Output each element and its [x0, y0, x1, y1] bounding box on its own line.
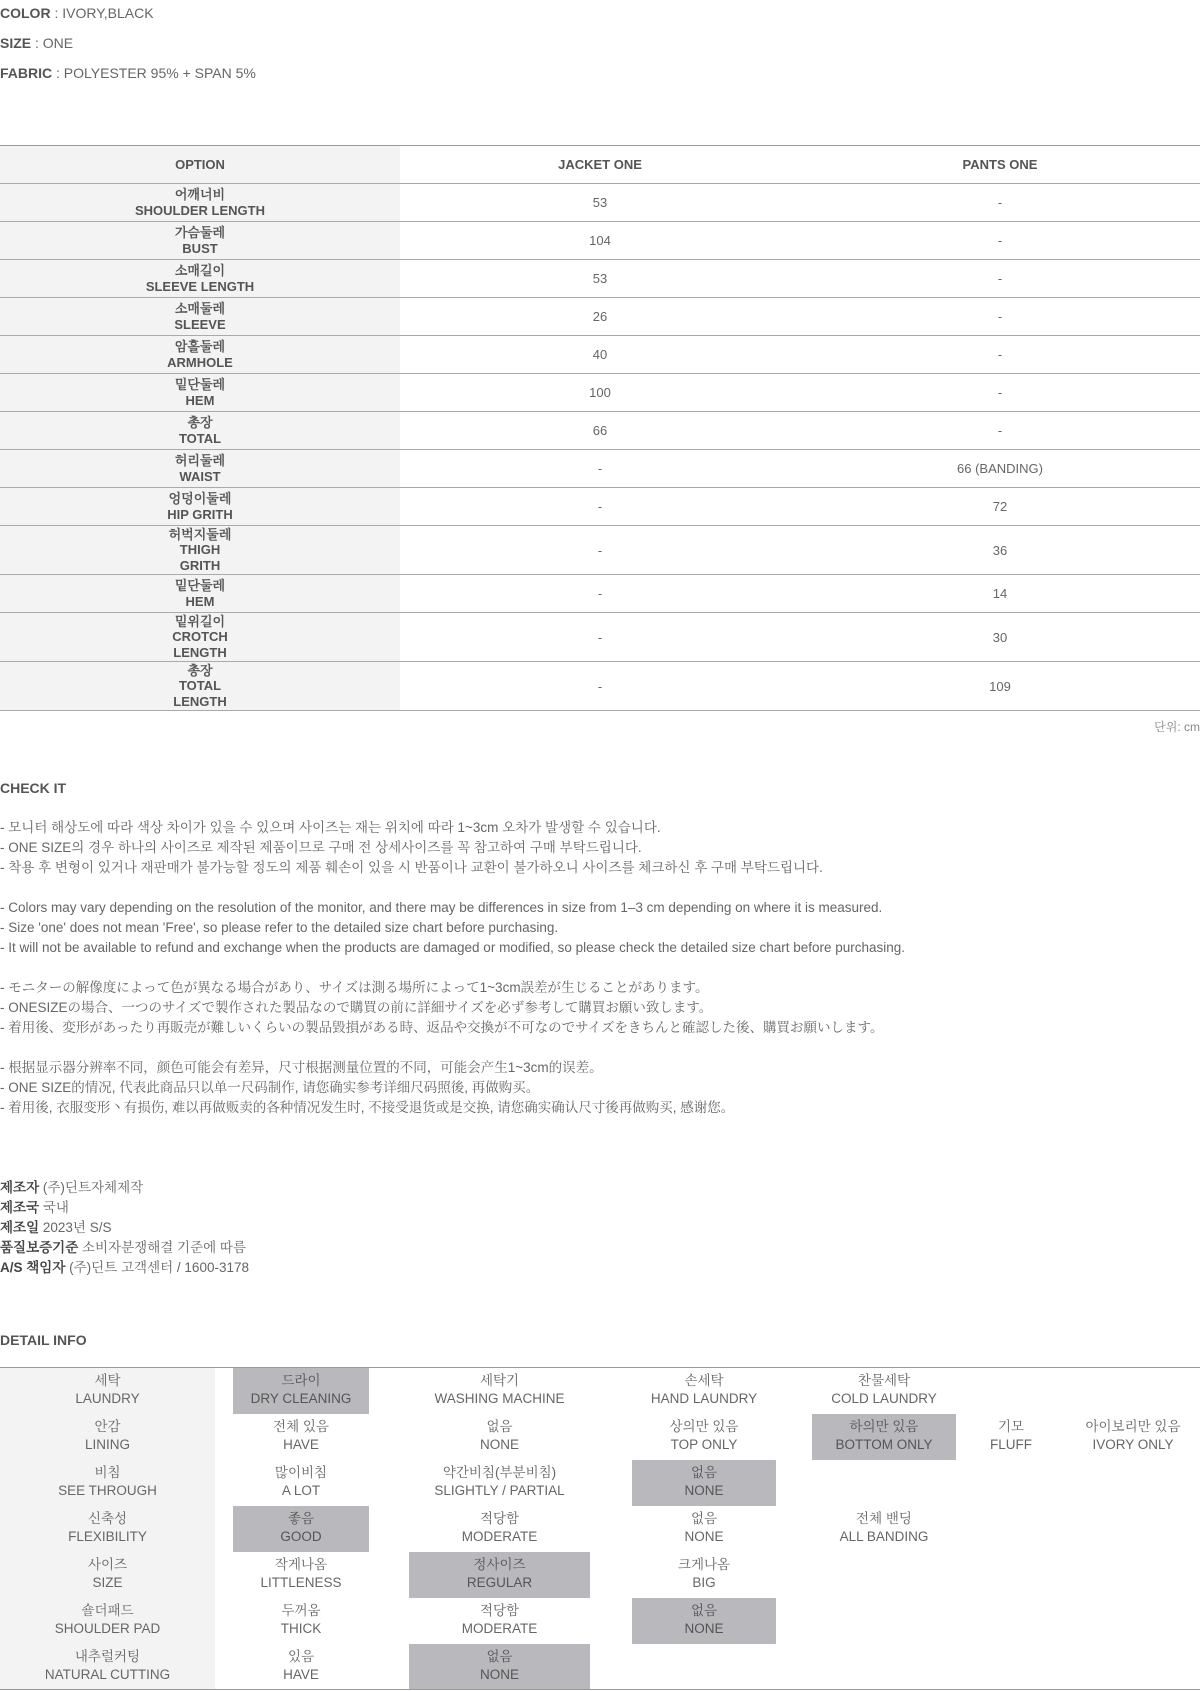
- maker-value: 국내: [39, 1200, 69, 1215]
- detail-ko: 기모: [997, 1419, 1025, 1434]
- detail-option: [409, 1506, 590, 1552]
- note-line: - ONE SIZE의 경우 하나의 사이즈로 제작된 제품이므로 구매 전 상세사이즈를 꼭 참고하여 구매 부탁드립니다.: [0, 840, 642, 855]
- detail-ko: 없음: [486, 1419, 513, 1434]
- detail-ko: 적당함: [479, 1511, 520, 1526]
- option-ko: 허리둘레: [174, 453, 226, 468]
- size-table-row: [0, 575, 1200, 613]
- option-ko: 총장: [187, 415, 213, 430]
- detail-ko: 상의만 있음: [669, 1419, 739, 1434]
- pants-value: -: [800, 412, 1200, 450]
- option-ko: 허벅지둘레: [168, 526, 232, 542]
- size-table: [0, 145, 1200, 711]
- detail-ko: 안감: [94, 1419, 121, 1434]
- detail-option: [956, 1414, 1066, 1460]
- detail-en: MODERATE: [461, 1621, 538, 1636]
- size-table-body: [0, 184, 1200, 711]
- maker-label: A/S 책임자: [0, 1260, 66, 1275]
- pants-value: -: [800, 374, 1200, 412]
- detail-option: [233, 1644, 369, 1690]
- option-cell: [0, 662, 400, 711]
- option-ko: 암홀둘레: [174, 339, 226, 354]
- detail-en: GOOD: [280, 1529, 322, 1544]
- maker-label: 품질보증기준: [0, 1240, 79, 1255]
- header-option: OPTION: [0, 146, 400, 184]
- maker-line: [0, 1178, 249, 1198]
- option-cell: [0, 412, 400, 450]
- spec-fabric: [0, 65, 256, 81]
- detail-en: NONE: [684, 1529, 724, 1544]
- size-table-row: [0, 298, 1200, 336]
- maker-line: [0, 1258, 249, 1278]
- jacket-value: -: [400, 662, 800, 711]
- detail-option: [632, 1414, 776, 1460]
- pants-value: -: [800, 260, 1200, 298]
- option-en: SLEEVE LENGTH: [145, 278, 255, 294]
- detail-row-label: [0, 1414, 215, 1460]
- option-en: GRITH: [179, 557, 221, 573]
- note-line: - ONESIZEの場合、一つのサイズで製作された製品なので購買の前に詳細サイズを必ず参考して購買お願い致します。: [0, 1000, 713, 1015]
- detail-en: SEE THROUGH: [58, 1483, 157, 1498]
- detail-row-label: [0, 1368, 215, 1414]
- detail-en: HAVE: [283, 1437, 319, 1452]
- option-ko: 엉덩이둘레: [168, 491, 232, 506]
- pants-value: -: [800, 184, 1200, 222]
- detail-en: SLIGHTLY / PARTIAL: [434, 1483, 565, 1498]
- detail-en: IVORY ONLY: [1092, 1437, 1174, 1452]
- detail-ko: 비침: [94, 1465, 121, 1480]
- detail-ko: 없음: [690, 1603, 718, 1618]
- detail-option-selected: [233, 1506, 369, 1552]
- detail-en: FLEXIBILITY: [68, 1529, 147, 1544]
- note-line: - 모니터 해상도에 따라 색상 차이가 있을 수 있으며 사이즈는 재는 위치에 따라 1~3cm 오차가 발생할 수 있습니다.: [0, 820, 661, 835]
- detail-option: [409, 1460, 590, 1506]
- detail-en: HAND LAUNDRY: [650, 1391, 758, 1406]
- detail-en: BOTTOM ONLY: [835, 1437, 933, 1452]
- maker-value: (주)딘트자체제작: [39, 1180, 144, 1195]
- note-line: - 着用後, 衣服变形丶有损伤, 难以再做贩卖的各种情况发生时, 不接受退货或是交换, 请您确实确认尺寸後再做购买, 感谢您。: [0, 1100, 735, 1115]
- detail-ko: 찬물세탁: [857, 1373, 911, 1388]
- maker-value: 소비자분쟁해결 기준에 따름: [78, 1240, 246, 1255]
- spec-color-label: COLOR: [0, 5, 51, 21]
- option-cell: [0, 298, 400, 336]
- detail-option: [409, 1368, 590, 1414]
- maker-value: (주)딘트 고객센터 / 1600-3178: [65, 1260, 249, 1275]
- jacket-value: 100: [400, 374, 800, 412]
- option-cell: [0, 488, 400, 526]
- notes-english: [0, 898, 905, 958]
- detail-en: HAVE: [283, 1667, 319, 1682]
- size-table-row: [0, 662, 1200, 711]
- detail-row-label: [0, 1460, 215, 1506]
- maker-value: 2023년 S/S: [39, 1220, 112, 1235]
- option-en: HIP GRITH: [167, 506, 233, 522]
- option-cell: [0, 613, 400, 662]
- jacket-value: -: [400, 613, 800, 662]
- option-en: SLEEVE: [174, 316, 226, 332]
- detail-ko: 신축성: [87, 1511, 128, 1526]
- size-table-row: [0, 412, 1200, 450]
- detail-ko: 전체 밴딩: [856, 1511, 912, 1526]
- notes-korean: [0, 818, 823, 878]
- size-table-row: [0, 184, 1200, 222]
- jacket-value: 40: [400, 336, 800, 374]
- pants-value: -: [800, 222, 1200, 260]
- detail-row-label: [0, 1552, 215, 1598]
- pants-value: 72: [800, 488, 1200, 526]
- option-en: TOTAL: [178, 678, 222, 694]
- option-cell: [0, 222, 400, 260]
- maker-line: [0, 1198, 249, 1218]
- option-en: LENGTH: [173, 644, 227, 660]
- option-ko: 소매길이: [174, 263, 226, 278]
- option-en: ARMHOLE: [167, 354, 233, 370]
- note-line: - Colors may vary depending on the resolution of the monitor, and there may be differences in size from 1–3 cm depending on where it is measured.: [0, 900, 883, 915]
- jacket-value: -: [400, 450, 800, 488]
- detail-ko: 두꺼움: [281, 1603, 321, 1618]
- detail-option: [632, 1368, 776, 1414]
- option-en: WAIST: [179, 468, 221, 484]
- detail-ko: 손세탁: [684, 1373, 724, 1388]
- pants-value: 66 (BANDING): [800, 450, 1200, 488]
- jacket-value: -: [400, 488, 800, 526]
- detail-option: [1066, 1414, 1200, 1460]
- jacket-value: 53: [400, 184, 800, 222]
- pants-value: -: [800, 336, 1200, 374]
- maker-label: 제조일: [0, 1220, 40, 1235]
- spec-fabric-label: FABRIC: [0, 65, 53, 81]
- detail-ko: 없음: [486, 1649, 513, 1664]
- detail-row-label: [0, 1506, 215, 1552]
- detail-en: FLUFF: [990, 1437, 1032, 1452]
- size-table-row: [0, 450, 1200, 488]
- detail-en: BIG: [692, 1575, 716, 1590]
- detail-en: REGULAR: [466, 1575, 533, 1590]
- detail-ko: 사이즈: [87, 1557, 128, 1572]
- header-pants: PANTS ONE: [800, 146, 1200, 184]
- detail-ko: 약간비침(부분비침): [442, 1465, 557, 1480]
- option-en: HEM: [185, 392, 215, 408]
- detail-en: DRY CLEANING: [250, 1391, 352, 1406]
- detail-option-selected: [632, 1460, 776, 1506]
- detail-en: LITTLENESS: [260, 1575, 342, 1590]
- detail-ko: 드라이: [281, 1373, 321, 1388]
- detail-option-selected: [233, 1368, 369, 1414]
- note-line: - 착용 후 변형이 있거나 재판매가 불가능할 정도의 제품 훼손이 있을 시 반품이나 교환이 불가하오니 사이즈를 체크하신 후 구매 부탁드립니다.: [0, 860, 823, 875]
- jacket-value: -: [400, 575, 800, 613]
- detail-ko: 정사이즈: [473, 1557, 526, 1572]
- detail-option: [233, 1552, 369, 1598]
- size-table-row: [0, 526, 1200, 575]
- detail-en: NONE: [479, 1667, 519, 1682]
- note-line: - 着用後、変形があったり再販売が難しいくらいの製品毀損がある時、返品や交換が不可なのでサイズをきちんと確認した後、購買お願いします。: [0, 1020, 884, 1035]
- note-line: - モニターの解像度によって色が異なる場合があり、サイズは測る場所によって1~3cm誤差が生じることがあります。: [0, 980, 709, 995]
- detail-en: NATURAL CUTTING: [44, 1667, 171, 1682]
- note-line: - It will not be available to refund and exchange when the products are damaged or modified, so please check the detailed size chart before purchasing.: [0, 940, 906, 955]
- detail-en: MODERATE: [461, 1529, 538, 1544]
- note-line: - ONE SIZE的情况, 代表此商品只以单一尺码制作, 请您确实参考详细尺码照後, 再做购买。: [0, 1080, 540, 1095]
- pants-value: 109: [800, 662, 1200, 711]
- jacket-value: 66: [400, 412, 800, 450]
- option-cell: [0, 336, 400, 374]
- detail-bottom-divider: [0, 1689, 1200, 1690]
- option-ko: 가슴둘레: [174, 225, 226, 240]
- note-line: - 根据显示器分辨率不同，颜色可能会有差异，尺寸根据测量位置的不同，可能会产生1~3cm的误差。: [0, 1060, 603, 1075]
- detail-ko: 좋음: [287, 1511, 315, 1526]
- detail-row-label: [0, 1644, 215, 1690]
- detail-en: LAUNDRY: [75, 1391, 140, 1406]
- size-table-row: [0, 613, 1200, 662]
- header-jacket: JACKET ONE: [400, 146, 800, 184]
- detail-en: SIZE: [92, 1575, 123, 1590]
- detail-en: A LOT: [281, 1483, 321, 1498]
- check-title: CHECK IT: [0, 780, 67, 796]
- size-table-row: [0, 488, 1200, 526]
- option-en: TOTAL: [178, 430, 222, 446]
- detail-ko: 없음: [690, 1511, 718, 1526]
- detail-en: THICK: [280, 1621, 322, 1636]
- option-cell: [0, 575, 400, 613]
- option-en: HEM: [185, 593, 215, 609]
- detail-option: [233, 1460, 369, 1506]
- detail-en: NONE: [479, 1437, 519, 1452]
- maker-info: [0, 1178, 249, 1278]
- jacket-value: 104: [400, 222, 800, 260]
- note-line: - Size 'one' does not mean 'Free', so please refer to the detailed size chart before purchasing.: [0, 920, 559, 935]
- spec-color-value: : IVORY,BLACK: [50, 5, 154, 21]
- detail-option-selected: [409, 1644, 590, 1690]
- detail-en: WASHING MACHINE: [434, 1391, 565, 1406]
- option-en: CROTCH: [172, 629, 228, 645]
- option-ko: 밑위길이: [174, 613, 226, 629]
- detail-ko: 전체 있음: [273, 1419, 329, 1434]
- option-ko: 어깨너비: [174, 187, 226, 202]
- detail-ko: 적당함: [479, 1603, 520, 1618]
- detail-option: [812, 1506, 956, 1552]
- detail-option: [632, 1552, 776, 1598]
- size-table-row: [0, 260, 1200, 298]
- jacket-value: 53: [400, 260, 800, 298]
- notes-japanese: [0, 978, 883, 1038]
- detail-en: TOP ONLY: [670, 1437, 738, 1452]
- option-ko: 총장: [187, 662, 213, 678]
- option-ko: 밑단둘레: [174, 578, 226, 593]
- detail-en: NONE: [684, 1483, 724, 1498]
- detail-option-selected: [409, 1552, 590, 1598]
- detail-option: [409, 1414, 590, 1460]
- unit-note: 단위: cm: [1154, 720, 1200, 734]
- detail-row-label: [0, 1598, 215, 1644]
- option-ko: 밑단둘레: [174, 377, 226, 392]
- detail-ko: 숄더패드: [81, 1603, 134, 1618]
- pants-value: 36: [800, 526, 1200, 575]
- detail-ko: 내추럴커팅: [74, 1649, 141, 1664]
- detail-ko: 세탁기: [479, 1373, 520, 1388]
- detail-en: COLD LAUNDRY: [831, 1391, 937, 1406]
- maker-line: [0, 1238, 249, 1258]
- detail-ko: 있음: [287, 1649, 315, 1664]
- option-cell: [0, 450, 400, 488]
- maker-line: [0, 1218, 249, 1238]
- pants-value: -: [800, 298, 1200, 336]
- size-table-row: [0, 374, 1200, 412]
- notes-chinese: [0, 1058, 734, 1118]
- detail-ko: 많이비침: [274, 1465, 328, 1480]
- size-table-header: [0, 146, 1200, 184]
- option-en: LENGTH: [173, 693, 227, 709]
- detail-ko: 크게나옴: [677, 1557, 731, 1572]
- option-en: THIGH: [179, 542, 221, 558]
- pants-value: 14: [800, 575, 1200, 613]
- detail-option: [632, 1506, 776, 1552]
- maker-label: 제조자: [0, 1180, 40, 1195]
- size-table-row: [0, 222, 1200, 260]
- spec-size: [0, 35, 73, 51]
- option-cell: [0, 374, 400, 412]
- option-ko: 소매둘레: [174, 301, 226, 316]
- detail-en: LINING: [84, 1437, 130, 1452]
- detail-en: NONE: [684, 1621, 724, 1636]
- detail-ko: 하의만 있음: [849, 1419, 919, 1434]
- detail-ko: 세탁: [94, 1373, 121, 1388]
- detail-ko: 아이보리만 있음: [1085, 1419, 1181, 1434]
- option-cell: [0, 260, 400, 298]
- spec-size-label: SIZE: [0, 35, 32, 51]
- detail-option-selected: [632, 1598, 776, 1644]
- size-table-row: [0, 336, 1200, 374]
- detail-en: SHOULDER PAD: [54, 1621, 161, 1636]
- detail-ko: 작게나옴: [274, 1557, 328, 1572]
- spec-fabric-value: : POLYESTER 95% + SPAN 5%: [52, 65, 256, 81]
- detail-title: DETAIL INFO: [0, 1332, 87, 1348]
- option-cell: [0, 184, 400, 222]
- option-en: BUST: [182, 240, 218, 256]
- pants-value: 30: [800, 613, 1200, 662]
- detail-option-selected: [812, 1414, 956, 1460]
- detail-option: [233, 1598, 369, 1644]
- spec-size-value: : ONE: [31, 35, 74, 51]
- detail-option: [812, 1368, 956, 1414]
- spec-color: [0, 5, 154, 21]
- option-en: SHOULDER LENGTH: [135, 202, 265, 218]
- option-cell: [0, 526, 400, 575]
- detail-ko: 없음: [690, 1465, 718, 1480]
- maker-label: 제조국: [0, 1200, 40, 1215]
- detail-option: [409, 1598, 590, 1644]
- jacket-value: -: [400, 526, 800, 575]
- detail-en: ALL BANDING: [839, 1529, 929, 1544]
- detail-option: [233, 1414, 369, 1460]
- jacket-value: 26: [400, 298, 800, 336]
